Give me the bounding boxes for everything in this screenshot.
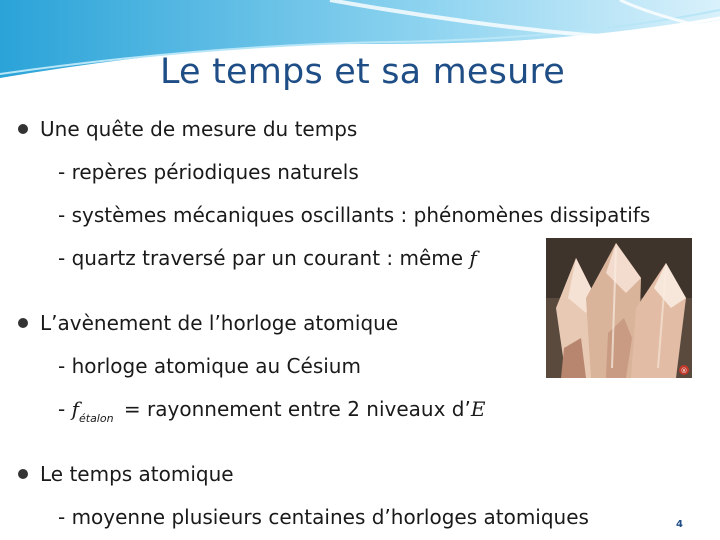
etalon-text: = rayonnement entre 2 niveaux d’ [117, 397, 471, 421]
sub-moyenne: - moyenne plusieurs centaines d’horloges atomiques [58, 505, 589, 529]
bullet-text: Le temps atomique [40, 462, 234, 486]
bullet-temps-atomique [18, 462, 234, 486]
sub-cesium: - horloge atomique au Césium [58, 354, 361, 378]
sub-systemes: - systèmes mécaniques oscillants : phénomènes dissipatifs [58, 203, 651, 227]
sub-etalon [58, 397, 486, 425]
bullet-text: L’avènement de l’horloge atomique [40, 311, 399, 335]
bullet-dot [18, 124, 28, 134]
bullet-quete [18, 117, 357, 141]
sub-reperes: - repères périodiques naturels [58, 160, 359, 184]
bullet-text: Une quête de mesure du temps [40, 117, 358, 141]
bullet-dot [18, 469, 28, 479]
page-number: 4 [676, 519, 683, 530]
etalon-subscript: étalon [78, 412, 114, 425]
bullet-dot [18, 318, 28, 328]
frequency-symbol: f [469, 246, 477, 270]
quartz-crystal-image [546, 238, 692, 378]
quartz-text: - quartz traversé par un courant : même [58, 246, 470, 270]
slide-title: Le temps et sa mesure [159, 52, 566, 92]
corner-mark: ® [680, 367, 688, 375]
bullet-avenement [18, 311, 398, 335]
etalon-prefix: - [58, 397, 72, 421]
frequency-symbol: f [71, 397, 79, 421]
sub-quartz [58, 246, 477, 270]
energy-symbol: E [470, 397, 486, 421]
